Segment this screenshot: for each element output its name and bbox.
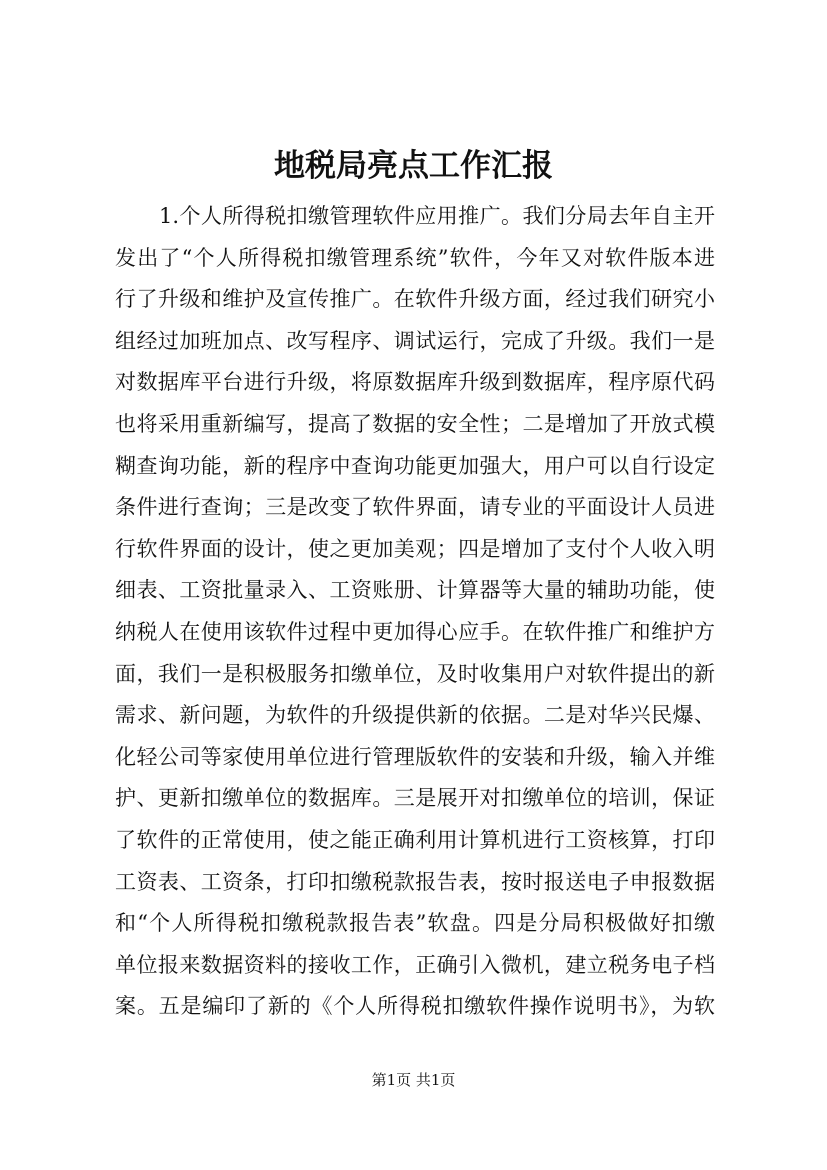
body-line: 发出了“个人所得税扣缴管理系统”软件，今年又对软件版本进: [115, 245, 715, 270]
body-line: 条件进行查询；三是改变了软件界面，请专业的平面设计人员进: [115, 495, 715, 520]
body-line: 对数据库平台进行升级，将原数据库升级到数据库，程序原代码: [115, 370, 715, 395]
body-line: 工资表、工资条，打印扣缴税款报告表，按时报送电子申报数据: [115, 869, 715, 894]
document-title: 地税局亮点工作汇报: [274, 148, 553, 184]
body-line: 案。五是编印了新的《个人所得税扣缴软件操作说明书》，为软: [115, 994, 715, 1019]
body-line: 和“个人所得税扣缴税款报告表”软盘。四是分局积极做好扣缴: [115, 911, 715, 936]
body-line: 也将采用重新编写，提高了数据的安全性；二是增加了开放式模: [115, 411, 715, 436]
body-line: 化轻公司等家使用单位进行管理版软件的安装和升级，输入并维: [115, 744, 715, 769]
body-line: 面，我们一是积极服务扣缴单位，及时收集用户对软件提出的新: [115, 661, 715, 686]
body-line: 纳税人在使用该软件过程中更加得心应手。在软件推广和维护方: [115, 619, 715, 644]
body-line: 行软件界面的设计，使之更加美观；四是增加了支付个人收入明: [115, 536, 715, 561]
body-line: 组经过加班加点、改写程序、调试运行，完成了升级。我们一是: [115, 328, 715, 353]
body-line: 单位报来数据资料的接收工作，正确引入微机，建立税务电子档: [115, 952, 715, 977]
body-line: 护、更新扣缴单位的数据库。三是展开对扣缴单位的培训，保证: [115, 786, 715, 811]
body-line: 了软件的正常使用，使之能正确利用计算机进行工资核算，打印: [115, 827, 715, 852]
body-line: 糊查询功能，新的程序中查询功能更加强大，用户可以自行设定: [115, 453, 715, 478]
body-line: 行了升级和维护及宣传推广。在软件升级方面，经过我们研究小: [115, 287, 715, 312]
body-line: 需求、新问题，为软件的升级提供新的依据。二是对华兴民爆、: [115, 703, 715, 728]
page-footer: 第1页 共1页: [371, 1071, 456, 1089]
body-line: 1.个人所得税扣缴管理软件应用推广。我们分局去年自主开: [159, 204, 715, 228]
body-line: 细表、工资批量录入、工资账册、计算器等大量的辅助功能，使: [115, 578, 715, 603]
document-body: [115, 196, 715, 1028]
